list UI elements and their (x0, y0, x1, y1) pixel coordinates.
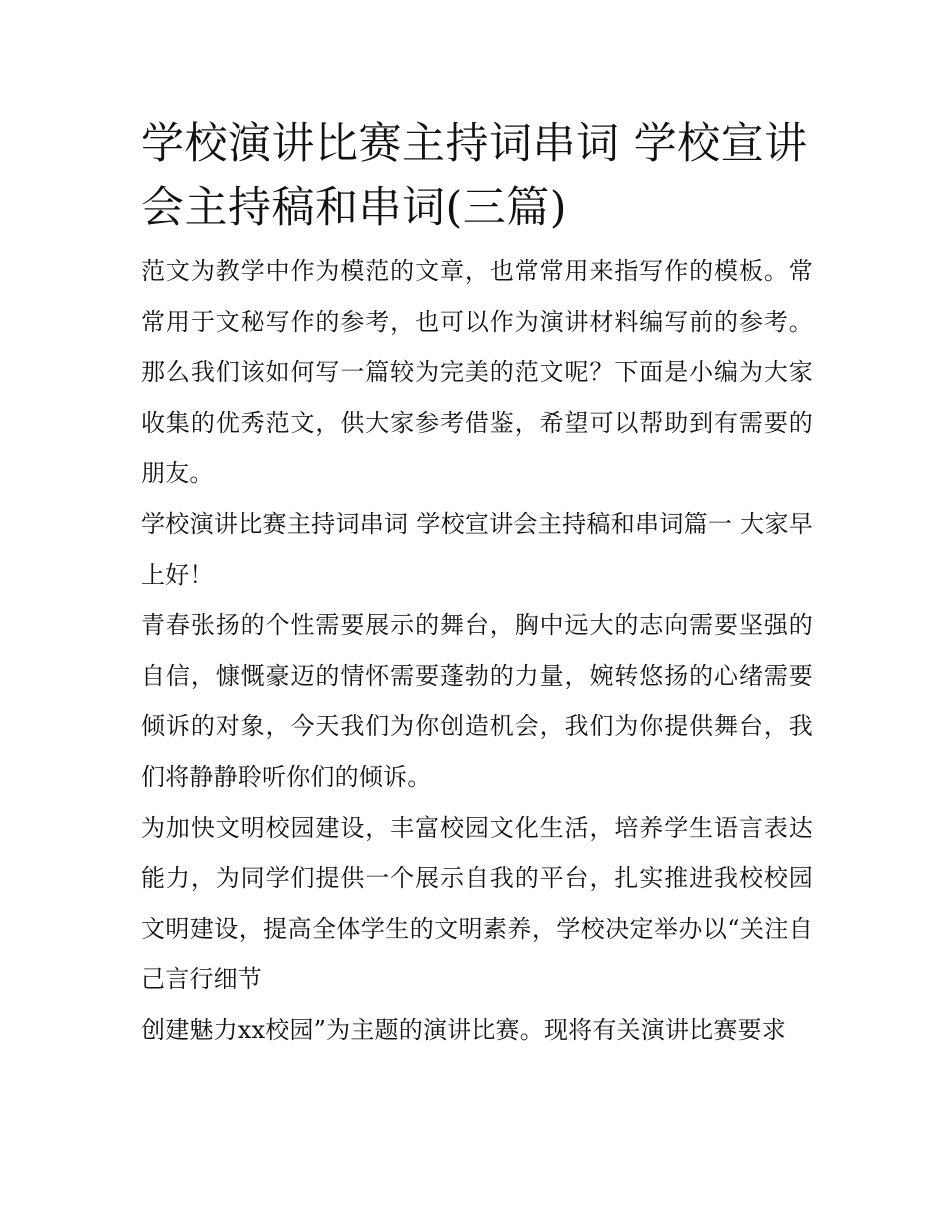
body-paragraph: 青春张扬的个性需要展示的舞台，胸中远大的志向需要坚强的自信，慷慨豪迈的情怀需要蓬勃的力量，婉转悠扬的心绪需要倾诉的对象，今天我们为你创造机会，我们为你提供舞台，我们将静静聆听你们的倾诉。 (141, 611, 813, 791)
body-paragraph: 创建魅力xx校园”为主题的演讲比赛。现将有关演讲比赛要求 (141, 1015, 786, 1044)
body-paragraph: 为加快文明校园建设，丰富校园文化生活，培养学生语言表达能力，为同学们提供一个展示自我的平台，扎实推进我校校园文明建设，提高全体学生的文明素养，学校决定举办以“关注自己言行细节 (141, 813, 813, 994)
document-content (141, 112, 813, 1056)
section-heading-paragraph: 学校演讲比赛主持词串词 学校宣讲会主持稿和串词篇一 大家早上好！ (141, 509, 813, 589)
document-title: 学校演讲比赛主持词串词 学校宣讲会主持稿和串词(三篇) (141, 119, 808, 233)
intro-paragraph: 范文为教学中作为模范的文章，也常常用来指写作的模板。常常用于文秘写作的参考，也可以作为演讲材料编写前的参考。那么我们该如何写一篇较为完美的范文呢？下面是小编为大家收集的优秀范文，供大家参考借鉴，希望可以帮助到有需要的朋友。 (141, 257, 813, 488)
